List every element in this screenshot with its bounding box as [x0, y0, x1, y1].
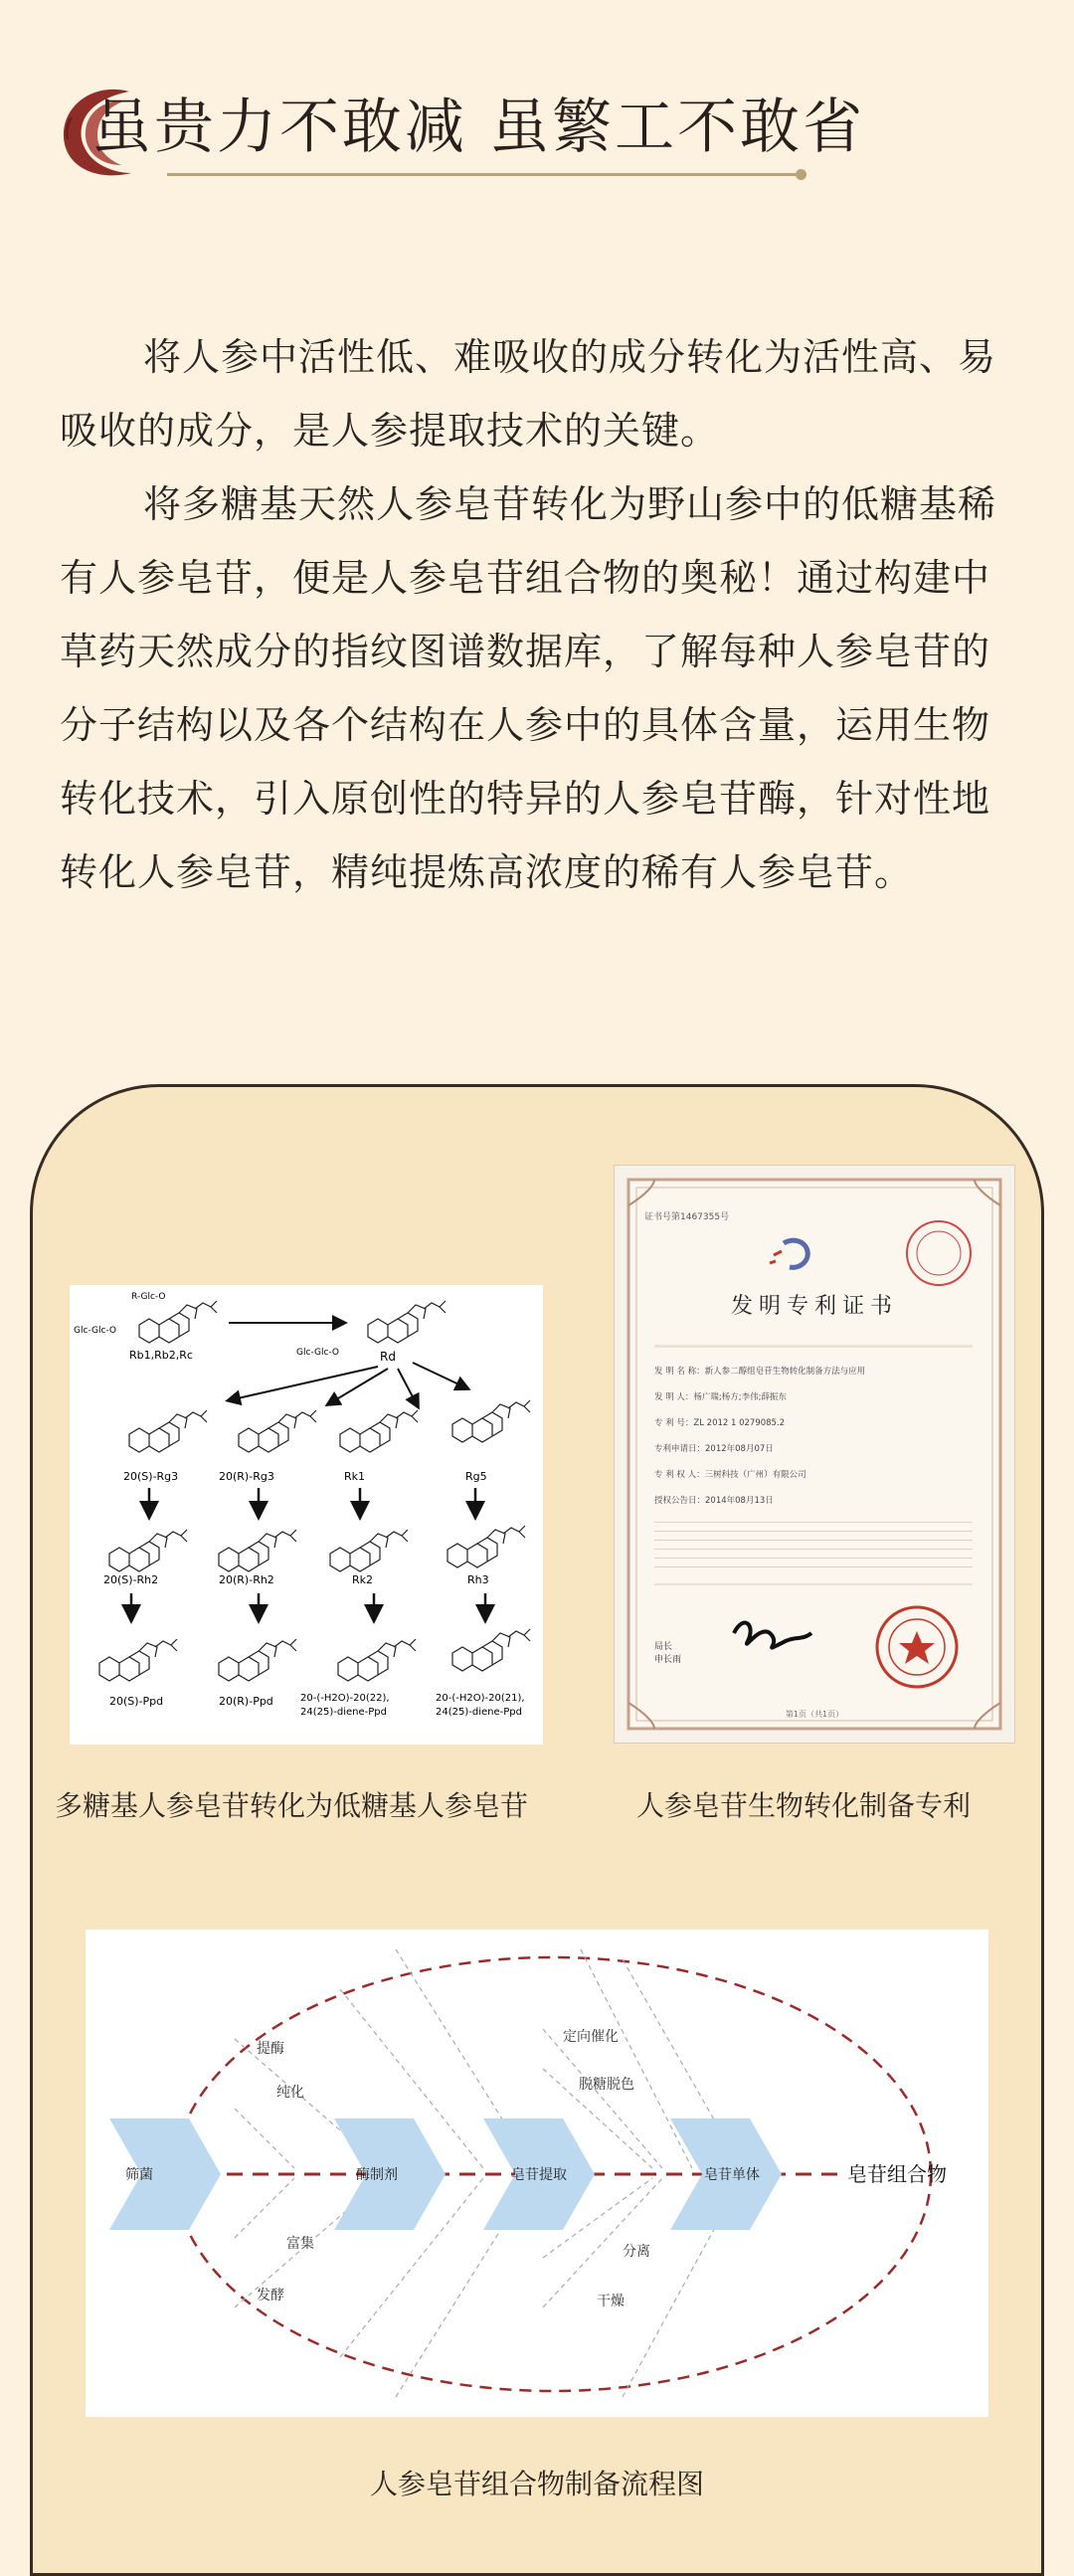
- caption-flowchart: 人参皂苷组合物制备流程图: [369, 2468, 704, 2500]
- caption-patent: 人参皂苷生物转化制备专利: [636, 1789, 972, 1822]
- patent-footer: 第1页（共1页）: [785, 1710, 844, 1719]
- stage-screening: 筛菌: [125, 2167, 153, 2183]
- branch-ferment: 发酵: [257, 2288, 284, 2303]
- saponin-conversion-diagram: [70, 1285, 543, 1745]
- patent-field-grant: 授权公告日：2014年08月13日: [654, 1496, 774, 1506]
- branch-dry: 干燥: [597, 2294, 625, 2309]
- label-rh3: Rh3: [467, 1573, 489, 1586]
- label-rb: Rb1,Rb2,Rc: [129, 1349, 193, 1362]
- patent-title: 发明专利证书: [730, 1294, 898, 1319]
- branch-directed-catalysis: 定向催化: [563, 2029, 619, 2045]
- label-rk2: Rk2: [352, 1573, 374, 1586]
- patent-field-name: 发 明 名 称：新人参二醇组皂苷生物转化制备方法与应用: [654, 1367, 866, 1377]
- stage-extraction: 皂苷提取: [511, 2167, 567, 2183]
- patent-number: 证书号第1467355号: [644, 1212, 730, 1222]
- preparation-flowchart: [86, 1930, 988, 2417]
- stage-monomer: 皂苷单体: [704, 2167, 760, 2183]
- label-diene21-2: 24(25)-diene-Ppd: [436, 1707, 522, 1718]
- branch-tiqu-enzyme: 提酶: [257, 2041, 284, 2057]
- branch-enrich: 富集: [286, 2236, 314, 2252]
- patent-signature-label: 局长 申长雨: [654, 1642, 682, 1665]
- patent-field-date: 专利申请日：2012年08月07日: [654, 1444, 774, 1454]
- title-underline-dot: [796, 169, 806, 180]
- molecule-rd: [368, 1301, 446, 1343]
- label-diene22-1: 20-(-H2O)-20(22),: [300, 1693, 390, 1704]
- label-ppdr: 20(R)-Ppd: [219, 1695, 273, 1708]
- patent-body-text: [654, 1516, 973, 1575]
- label-glc-left: Glc-Glc-O: [74, 1326, 117, 1336]
- title-underline: [167, 173, 804, 176]
- branch-deglycosylation: 脱糖脱色: [579, 2077, 634, 2093]
- patent-field-inventor: 发 明 人：杨广瑞;杨方;李伟;薛振东: [654, 1392, 787, 1402]
- label-diene22-2: 24(25)-diene-Ppd: [300, 1707, 387, 1718]
- label-diene21-1: 20-(-H2O)-20(21),: [436, 1693, 525, 1704]
- label-rg5: Rg5: [465, 1470, 487, 1483]
- label-rk1: Rk1: [344, 1470, 366, 1483]
- stage-enzyme-prep: 酶制剂: [356, 2167, 398, 2183]
- flow-result: 皂苷组合物: [847, 2162, 947, 2186]
- label-rd: Rd: [380, 1350, 396, 1364]
- page-title: 虽贵力不敢减 虽繁工不敢省: [91, 92, 866, 162]
- label-glc-rd: Glc-Glc-O: [296, 1348, 340, 1358]
- body-paragraph: 将多糖基天然人参皂苷转化为野山参中的低糖基稀有人参皂苷，便是人参皂苷组合物的奥秘！通过构建中草药天然成分的指纹图谱数据库，了解每种人参皂苷的分子结构以及各个结构在人参中的具体含量，运用生物转化技术，引入原创性的特异的人参皂苷酶，针对性地转化人参皂苷，精纯提炼高浓度的稀有人参皂苷。: [60, 482, 997, 894]
- molecule-rb: [139, 1301, 217, 1343]
- label-rg3r: 20(R)-Rg3: [219, 1470, 274, 1483]
- label-rh2s: 20(S)-Rh2: [103, 1573, 159, 1586]
- label-rg3s: 20(S)-Rg3: [123, 1470, 179, 1483]
- branch-purify: 纯化: [276, 2085, 304, 2101]
- label-glc-top: R-Glc-O: [131, 1292, 166, 1302]
- patent-field-number: 专 利 号：ZL 2012 1 0279085.2: [654, 1418, 786, 1428]
- patent-field-owner: 专 利 权 人：三树科技（广州）有限公司: [654, 1470, 806, 1480]
- label-ppds: 20(S)-Ppd: [109, 1695, 164, 1708]
- caption-conversion: 多糖基人参皂苷转化为低糖基人参皂苷: [55, 1789, 529, 1822]
- patent-certificate: [615, 1166, 1014, 1743]
- label-rh2r: 20(R)-Rh2: [219, 1573, 274, 1586]
- branch-separate: 分离: [623, 2244, 650, 2260]
- intro-paragraph: 将人参中活性低、难吸收的成分转化为活性高、易吸收的成分，是人参提取技术的关键。: [60, 335, 997, 453]
